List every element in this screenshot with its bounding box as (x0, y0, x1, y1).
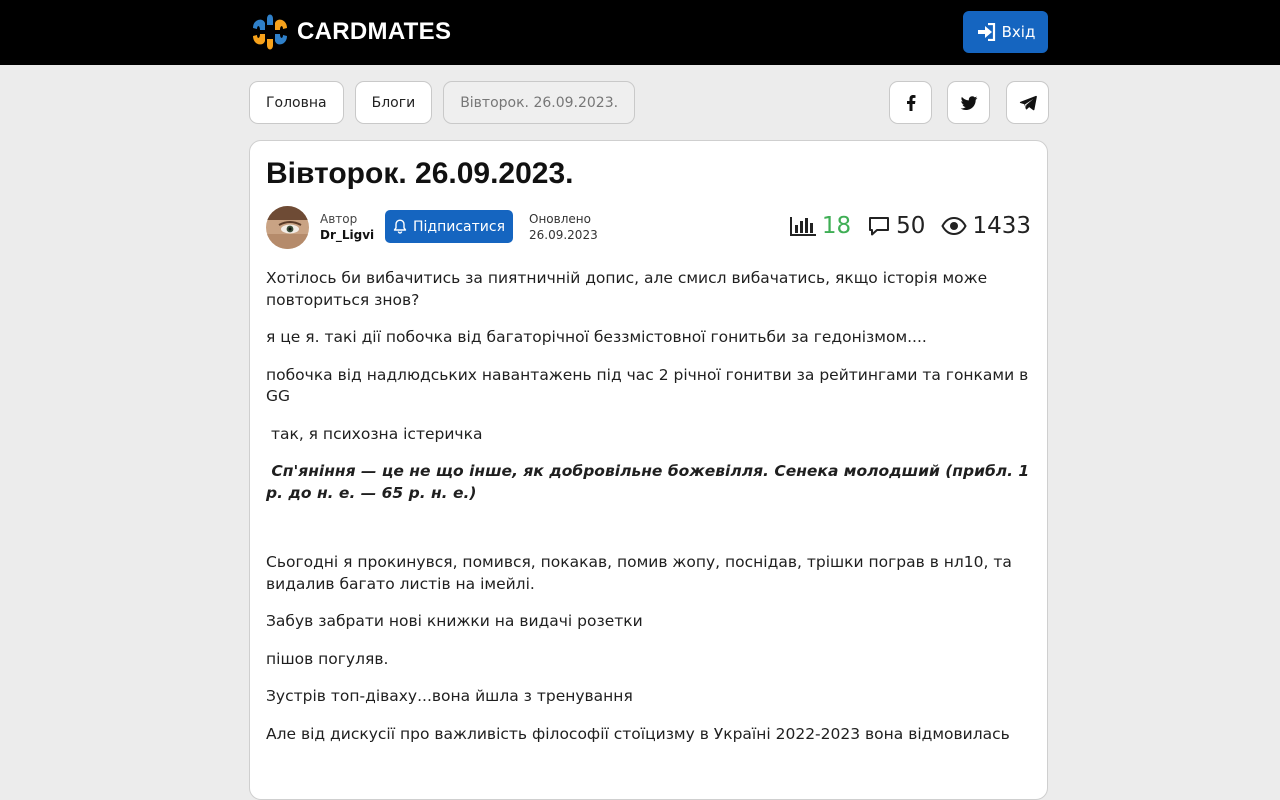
author-name[interactable]: Dr_Ligvi (320, 228, 375, 242)
quote-paragraph: Сп'яніння — це не що інше, як добровільне божевілля. Сенека молодший (прибл. 1 р. до н. е. — 65 р. н. е.) (266, 462, 1035, 502)
post-stats (773, 213, 1031, 239)
updated-info (529, 211, 598, 243)
paragraph: Забув забрати нові книжки на видачі розетки (266, 612, 643, 630)
views-count: 1433 (972, 213, 1031, 239)
views-stat (941, 213, 1031, 239)
breadcrumb (249, 81, 646, 124)
subscribe-button[interactable] (385, 210, 513, 243)
telegram-icon (1018, 93, 1038, 113)
paragraph: пішов погуляв. (266, 649, 389, 668)
updated-date: 26.09.2023 (529, 228, 598, 242)
share-facebook-button[interactable] (889, 81, 932, 124)
breadcrumb-home[interactable] (249, 81, 344, 124)
share-twitter-button[interactable] (947, 81, 990, 124)
comments-count: 50 (896, 213, 926, 239)
paragraph: Хотілось би вибачитись за пиятничній допис, але смисл вибачатись, якщо історія може повториться знов? (266, 269, 988, 309)
paragraph: так, я психозна істеричка (266, 424, 483, 443)
eye-icon (941, 216, 967, 236)
author-avatar[interactable] (266, 206, 309, 249)
empty-paragraph (266, 520, 1036, 552)
comments-stat[interactable] (867, 213, 925, 239)
login-button[interactable] (963, 11, 1048, 53)
login-icon (976, 23, 996, 41)
logo-text: CARDMATES (297, 18, 452, 45)
post-body (266, 268, 1036, 761)
paragraph: я це я. такі дії побочка від багаторічної беззмістовної гонитьби за гедонізмом.... (266, 328, 927, 346)
breadcrumb-blogs-label: Блоги (371, 94, 416, 111)
top-navbar (0, 0, 1280, 65)
paragraph: Зустрів топ-діваху...вона йшла з тренування (266, 687, 633, 705)
updated-label: Оновлено (529, 212, 591, 226)
breadcrumb-current (443, 81, 635, 124)
post-card (249, 140, 1048, 800)
twitter-icon (959, 93, 979, 113)
share-telegram-button[interactable] (1006, 81, 1049, 124)
paragraph: побочка від надлюдських навантажень під час 2 річної гонитви за рейтингами та гонками в GG (266, 365, 1029, 405)
rating-value: 18 (821, 213, 852, 239)
author-info (320, 211, 374, 243)
paragraph: Але від дискусії про важливість філософії стоїцизму в Україні 2022-2023 вона відмовилась (266, 724, 1010, 743)
post-title: Вівторок. 26.09.2023. (266, 157, 574, 190)
breadcrumb-blogs[interactable] (355, 81, 433, 124)
breadcrumb-current-label: Вівторок. 26.09.2023. (460, 94, 619, 111)
paragraph: Сьогодні я прокинувся, помився, покакав, помив жопу, поснідав, трішки пограв в нл10, та видалив багато листів на імейлі. (266, 553, 1012, 593)
site-logo[interactable] (249, 10, 451, 54)
rating-stat[interactable] (789, 213, 851, 239)
breadcrumb-home-label: Головна (266, 94, 327, 111)
cardmates-logo-icon (249, 11, 291, 53)
author-label: Автор (320, 212, 358, 226)
avatar-image (266, 206, 309, 249)
comment-icon (867, 215, 891, 237)
facebook-icon (901, 93, 921, 113)
login-label: Вхід (1001, 23, 1036, 41)
bell-icon (393, 219, 407, 234)
bar-chart-icon (789, 215, 817, 237)
subscribe-label: Підписатися (413, 218, 505, 235)
